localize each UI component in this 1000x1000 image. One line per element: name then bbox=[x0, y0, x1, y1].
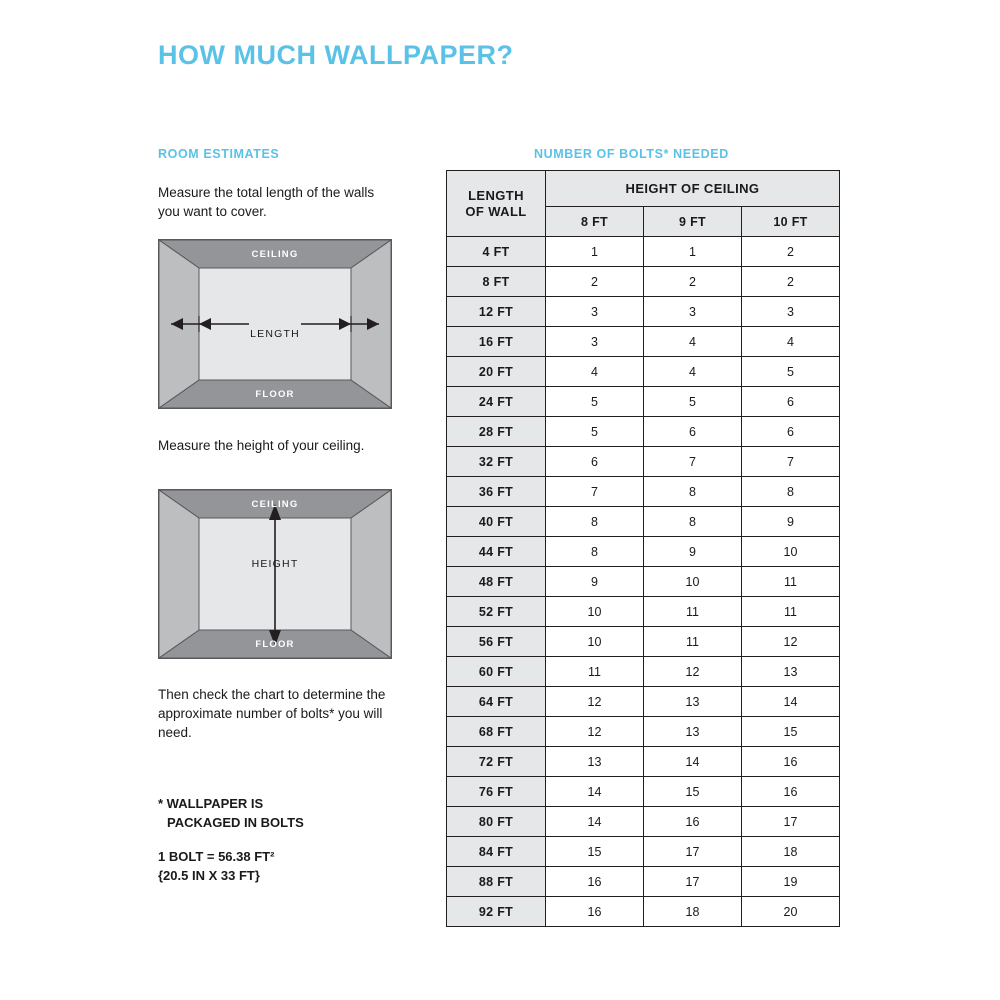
footnote-line-1: * WALLPAPER IS bbox=[158, 796, 264, 811]
page-title: HOW MUCH WALLPAPER? bbox=[158, 40, 514, 70]
table-cell: 16 bbox=[644, 807, 742, 837]
table-cell: 6 bbox=[644, 417, 742, 447]
diagram2-ceiling-label: CEILING bbox=[251, 499, 299, 510]
table-cell: 11 bbox=[742, 597, 840, 627]
table-row bbox=[447, 477, 840, 507]
table-cell: 7 bbox=[644, 447, 742, 477]
table-cell: 2 bbox=[546, 267, 644, 297]
table-cell: 13 bbox=[546, 747, 644, 777]
table-row bbox=[447, 387, 840, 417]
table-row-header: 88 FT bbox=[447, 867, 546, 897]
table-cell: 16 bbox=[546, 897, 644, 927]
table-cell: 15 bbox=[644, 777, 742, 807]
room-diagram-height bbox=[158, 489, 392, 659]
table-cell: 6 bbox=[742, 387, 840, 417]
bolts-table bbox=[446, 170, 840, 927]
instruction-paragraph-2: Measure the height of your ceiling. bbox=[158, 438, 365, 453]
table-cell: 3 bbox=[742, 297, 840, 327]
corner-header-line-1: LENGTH bbox=[468, 187, 524, 203]
table-cell: 5 bbox=[644, 387, 742, 417]
table-row bbox=[447, 297, 840, 327]
table-cell: 18 bbox=[742, 837, 840, 867]
table-cell: 4 bbox=[546, 357, 644, 387]
table-corner-header bbox=[447, 171, 546, 237]
table-cell: 1 bbox=[644, 237, 742, 267]
table-cell: 18 bbox=[644, 897, 742, 927]
table-row bbox=[447, 237, 840, 267]
bolt-size-line-2: {20.5 IN X 33 FT} bbox=[158, 868, 260, 883]
table-cell: 10 bbox=[546, 627, 644, 657]
table-row bbox=[447, 537, 840, 567]
table-cell: 14 bbox=[546, 807, 644, 837]
table-cell: 13 bbox=[644, 717, 742, 747]
table-row-header: 72 FT bbox=[447, 747, 546, 777]
diagram1-dimension-label: LENGTH bbox=[250, 328, 300, 340]
room-diagram-length-graphic bbox=[159, 240, 391, 408]
table-row-header: 68 FT bbox=[447, 717, 546, 747]
table-cell: 12 bbox=[546, 717, 644, 747]
room-diagram-height-graphic bbox=[159, 490, 391, 658]
table-row bbox=[447, 897, 840, 927]
table-row bbox=[447, 627, 840, 657]
table-cell: 10 bbox=[546, 597, 644, 627]
table-row bbox=[447, 867, 840, 897]
table-row-header: 64 FT bbox=[447, 687, 546, 717]
table-cell: 7 bbox=[546, 477, 644, 507]
table-row-header: 56 FT bbox=[447, 627, 546, 657]
room-estimates-label: ROOM ESTIMATES bbox=[158, 147, 280, 161]
table-row-header: 40 FT bbox=[447, 507, 546, 537]
table-cell: 3 bbox=[546, 297, 644, 327]
table-row-header: 52 FT bbox=[447, 597, 546, 627]
table-cell: 15 bbox=[742, 717, 840, 747]
table-row-header: 60 FT bbox=[447, 657, 546, 687]
table-row bbox=[447, 717, 840, 747]
table-row-header: 8 FT bbox=[447, 267, 546, 297]
table-cell: 10 bbox=[644, 567, 742, 597]
table-row-header: 92 FT bbox=[447, 897, 546, 927]
table-row bbox=[447, 597, 840, 627]
table-cell: 13 bbox=[742, 657, 840, 687]
table-cell: 2 bbox=[742, 267, 840, 297]
table-body bbox=[447, 237, 840, 927]
table-cell: 3 bbox=[644, 297, 742, 327]
table-row-header: 20 FT bbox=[447, 357, 546, 387]
table-cell: 7 bbox=[742, 447, 840, 477]
table-cell: 17 bbox=[644, 867, 742, 897]
table-cell: 4 bbox=[644, 357, 742, 387]
diagram2-dimension-label: HEIGHT bbox=[251, 558, 299, 570]
table-row-header: 24 FT bbox=[447, 387, 546, 417]
table-row bbox=[447, 447, 840, 477]
table-cell: 16 bbox=[546, 867, 644, 897]
table-row bbox=[447, 357, 840, 387]
table-row bbox=[447, 567, 840, 597]
table-row-header: 44 FT bbox=[447, 537, 546, 567]
instruction-paragraph-3: Then check the chart to determine the approximate number of bolts* you will need. bbox=[158, 687, 386, 740]
table-cell: 5 bbox=[546, 387, 644, 417]
table-cell: 2 bbox=[742, 237, 840, 267]
table-cell: 16 bbox=[742, 777, 840, 807]
table-row-header: 4 FT bbox=[447, 237, 546, 267]
corner-header-line-2: OF WALL bbox=[465, 203, 527, 219]
table-cell: 11 bbox=[742, 567, 840, 597]
table-row-header: 48 FT bbox=[447, 567, 546, 597]
table-cell: 13 bbox=[644, 687, 742, 717]
table-cell: 9 bbox=[546, 567, 644, 597]
table-row-header: 36 FT bbox=[447, 477, 546, 507]
table-cell: 9 bbox=[742, 507, 840, 537]
table-row-header: 12 FT bbox=[447, 297, 546, 327]
table-cell: 8 bbox=[546, 507, 644, 537]
table-group-header: HEIGHT OF CEILING bbox=[546, 171, 840, 207]
bolt-size-note bbox=[158, 847, 408, 885]
table-row bbox=[447, 777, 840, 807]
table-cell: 17 bbox=[644, 837, 742, 867]
table-cell: 14 bbox=[644, 747, 742, 777]
table-cell: 8 bbox=[644, 477, 742, 507]
table-row bbox=[447, 807, 840, 837]
table-row-header: 76 FT bbox=[447, 777, 546, 807]
table-row bbox=[447, 267, 840, 297]
instruction-paragraph-1: Measure the total length of the walls you want to cover. bbox=[158, 185, 375, 219]
table-row bbox=[447, 747, 840, 777]
table-cell: 14 bbox=[742, 687, 840, 717]
table-cell: 19 bbox=[742, 867, 840, 897]
table-column-header-8ft: 8 FT bbox=[546, 207, 644, 237]
table-column-header-9ft: 9 FT bbox=[644, 207, 742, 237]
table-cell: 12 bbox=[644, 657, 742, 687]
table-cell: 5 bbox=[742, 357, 840, 387]
table-row bbox=[447, 327, 840, 357]
table-cell: 11 bbox=[644, 627, 742, 657]
diagram1-ceiling-label: CEILING bbox=[251, 249, 299, 260]
footnote-line-2: PACKAGED IN BOLTS bbox=[167, 815, 304, 830]
footnote bbox=[158, 794, 408, 832]
table-cell: 6 bbox=[546, 447, 644, 477]
table-cell: 11 bbox=[546, 657, 644, 687]
table-cell: 9 bbox=[644, 537, 742, 567]
table-row-header: 28 FT bbox=[447, 417, 546, 447]
table-cell: 2 bbox=[644, 267, 742, 297]
table-cell: 4 bbox=[742, 327, 840, 357]
table-cell: 12 bbox=[546, 687, 644, 717]
table-cell: 3 bbox=[546, 327, 644, 357]
table-cell: 11 bbox=[644, 597, 742, 627]
table-cell: 10 bbox=[742, 537, 840, 567]
table-row-header: 16 FT bbox=[447, 327, 546, 357]
room-diagram-length bbox=[158, 239, 392, 409]
table-cell: 4 bbox=[644, 327, 742, 357]
table-row-header: 84 FT bbox=[447, 837, 546, 867]
table-row bbox=[447, 837, 840, 867]
table-cell: 12 bbox=[742, 627, 840, 657]
table-cell: 1 bbox=[546, 237, 644, 267]
diagram2-floor-label: FLOOR bbox=[255, 639, 295, 650]
table-cell: 17 bbox=[742, 807, 840, 837]
table-row bbox=[447, 657, 840, 687]
table-cell: 20 bbox=[742, 897, 840, 927]
table-row-header: 32 FT bbox=[447, 447, 546, 477]
table-header-row-1 bbox=[447, 171, 840, 207]
table-row bbox=[447, 417, 840, 447]
table-cell: 14 bbox=[546, 777, 644, 807]
table-row-header: 80 FT bbox=[447, 807, 546, 837]
table-row bbox=[447, 687, 840, 717]
table-cell: 5 bbox=[546, 417, 644, 447]
table-cell: 8 bbox=[546, 537, 644, 567]
table-title: NUMBER OF BOLTS* NEEDED bbox=[534, 147, 729, 161]
bolt-size-line-1: 1 BOLT = 56.38 FT² bbox=[158, 849, 275, 864]
table-cell: 6 bbox=[742, 417, 840, 447]
table-cell: 15 bbox=[546, 837, 644, 867]
table-cell: 16 bbox=[742, 747, 840, 777]
diagram1-floor-label: FLOOR bbox=[255, 389, 295, 400]
table-cell: 8 bbox=[742, 477, 840, 507]
table-column-header-10ft: 10 FT bbox=[742, 207, 840, 237]
table-row bbox=[447, 507, 840, 537]
table-cell: 8 bbox=[644, 507, 742, 537]
